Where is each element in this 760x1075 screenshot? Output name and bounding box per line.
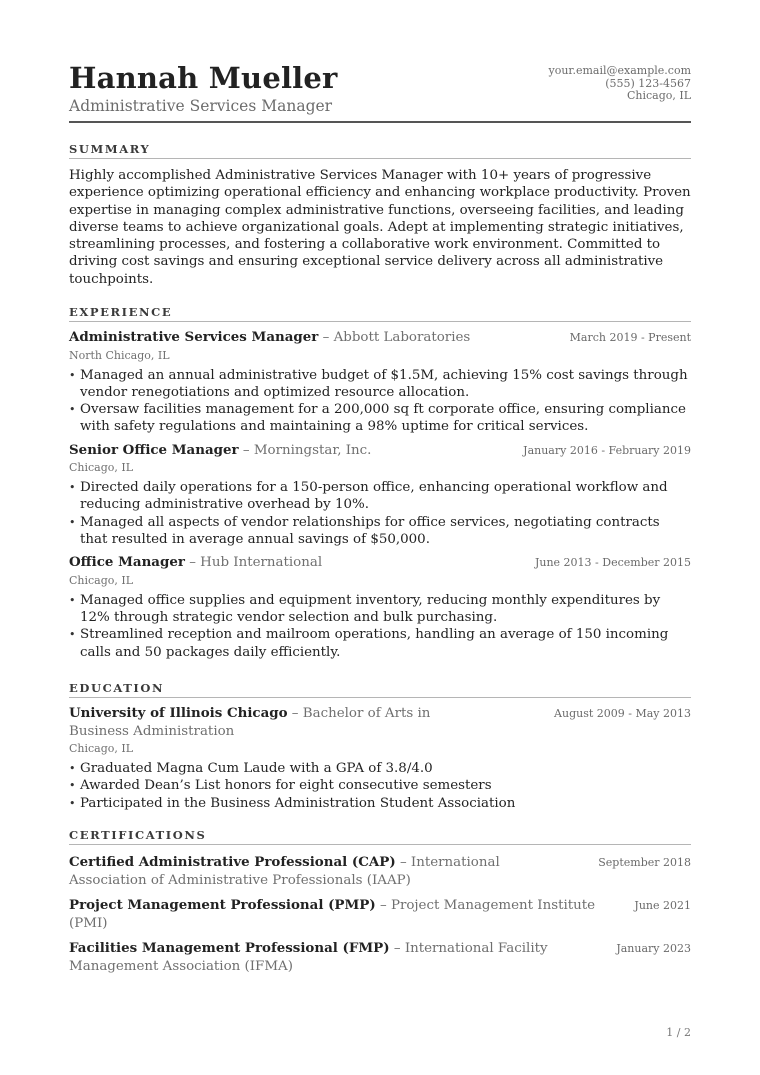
- job-title: Senior Office Manager: [69, 441, 239, 458]
- contact-email: your.email@example.com: [548, 64, 691, 77]
- list-item: • Awarded Dean’s List honors for eight consecutive semesters: [69, 777, 691, 794]
- certification-date: September 2018: [598, 856, 691, 869]
- entry-heading: Office Manager – Hub International June 2013 - December 2015: [69, 554, 691, 571]
- summary-section: [69, 142, 691, 288]
- education-entry: [69, 705, 691, 812]
- experience-entry: [69, 442, 691, 549]
- company-name: Hub International: [200, 555, 323, 571]
- list-item: • Participated in the Business Administration Student Association: [69, 795, 691, 812]
- list-item: • Managed all aspects of vendor relationships for office services, negotiating contracts that resulted in average annual savings of $50,000.: [69, 514, 691, 549]
- date-range: August 2009 - May 2013: [554, 707, 691, 720]
- list-item: • Managed an annual administrative budget of $1.5M, achieving 15% cost savings through vendor renegotiations and optimized resource allocation.: [69, 367, 691, 402]
- list-item: • Managed office supplies and equipment inventory, reducing monthly expenditures by 12% through strategic vendor selection and bulk purchasing.: [69, 592, 691, 627]
- certification-entry: [69, 854, 691, 889]
- issuer-name: International Association of Administrative Professionals (IAAP): [69, 855, 500, 888]
- entry-heading: Administrative Services Manager – Abbott Laboratories March 2019 - Present: [69, 329, 691, 345]
- section-title: EXPERIENCE: [69, 305, 691, 322]
- certification-date: June 2021: [634, 899, 691, 912]
- issuer-name: International Facility Management Association (IFMA): [69, 941, 548, 974]
- school-name: University of Illinois Chicago: [69, 705, 288, 721]
- entry-heading: Project Management Professional (PMP) – Project Management Institute (PMI) June 2021: [69, 897, 691, 931]
- contact-location: Chicago, IL: [626, 89, 691, 102]
- list-item: • Directed daily operations for a 150-person office, enhancing operational workflow and reducing administrative overhead by 10%.: [69, 479, 691, 514]
- experience-section: [69, 305, 691, 661]
- company-name: Abbott Laboratories: [333, 330, 471, 345]
- list-item: • Streamlined reception and mailroom operations, handling an average of 150 incoming calls and 50 packages daily efficiently.: [69, 626, 691, 661]
- job-title: Office Manager: [69, 554, 185, 571]
- degree-name: Bachelor of Arts in Business Administration: [69, 706, 431, 739]
- company-name: Morningstar, Inc.: [253, 442, 372, 458]
- certification-entry: [69, 940, 691, 975]
- issuer-name: Project Management Institute (PMI): [69, 898, 596, 931]
- entry-heading: Certified Administrative Professional (CAP) – International Association of Administrative Professionals (IAAP) September 2018: [69, 854, 691, 888]
- section-title: EDUCATION: [69, 681, 691, 698]
- section-title: CERTIFICATIONS: [69, 828, 691, 845]
- certification-date: January 2023: [616, 942, 691, 955]
- header-divider: [69, 121, 691, 123]
- experience-entry: [69, 329, 691, 436]
- date-range: June 2013 - December 2015: [534, 556, 691, 570]
- entry-heading: Senior Office Manager – Morningstar, Inc. January 2016 - February 2019: [69, 441, 691, 458]
- bullet-list: [69, 592, 691, 661]
- bullet-list: [69, 367, 691, 436]
- contact-phone: (555) 123-4567: [605, 76, 691, 90]
- candidate-role: Administrative Services Manager: [69, 97, 333, 115]
- page-number: 1 / 2: [666, 1026, 691, 1039]
- contact-block: [549, 65, 691, 103]
- resume-header: [69, 60, 691, 122]
- job-title: Administrative Services Manager: [69, 329, 319, 345]
- certification-name: Facilities Management Professional (FMP): [69, 940, 390, 956]
- school-location: Chicago, IL: [69, 742, 134, 755]
- candidate-name: Hannah Mueller: [69, 61, 338, 95]
- summary-text: Highly accomplished Administrative Services Manager with 10+ years of progressive experience optimizing operational efficiency and enhancing workplace productivity. Proven expertise in managing complex administrative functions, overseeing facilities, and leading diverse teams to achieve organizational goals. Adept at implementing strategic initiatives, streamlining processes, and fostering a collaborative work environment. Committed to driving cost savings and ensuring exceptional service delivery across all administrative touchpoints.: [69, 168, 691, 287]
- bullet-list: [69, 760, 691, 812]
- entry-heading: University of Illinois Chicago – Bachelor of Arts in Business Administration August 2009 - May 2013: [69, 705, 691, 739]
- list-item: • Oversaw facilities management for a 200,000 sq ft corporate office, ensuring compliance with safety regulations and maintaining a 98% uptime for critical services.: [69, 401, 691, 436]
- date-range: March 2019 - Present: [569, 331, 691, 344]
- bullet-list: [69, 479, 691, 548]
- job-location: Chicago, IL: [69, 573, 134, 587]
- certification-name: Project Management Professional (PMP): [69, 897, 376, 913]
- entry-heading: Facilities Management Professional (FMP) – International Facility Management Association (IFMA) January 2023: [69, 940, 691, 974]
- list-item: • Graduated Magna Cum Laude with a GPA of 3.8/4.0: [69, 760, 691, 777]
- education-section: [69, 681, 691, 812]
- job-location: Chicago, IL: [69, 461, 134, 475]
- certification-entry: [69, 897, 691, 932]
- certifications-section: [69, 828, 691, 975]
- date-range: January 2016 - February 2019: [523, 443, 691, 457]
- experience-entry: [69, 554, 691, 661]
- certification-name: Certified Administrative Professional (CAP): [69, 854, 396, 870]
- section-title: SUMMARY: [69, 142, 691, 159]
- job-location: North Chicago, IL: [69, 348, 170, 362]
